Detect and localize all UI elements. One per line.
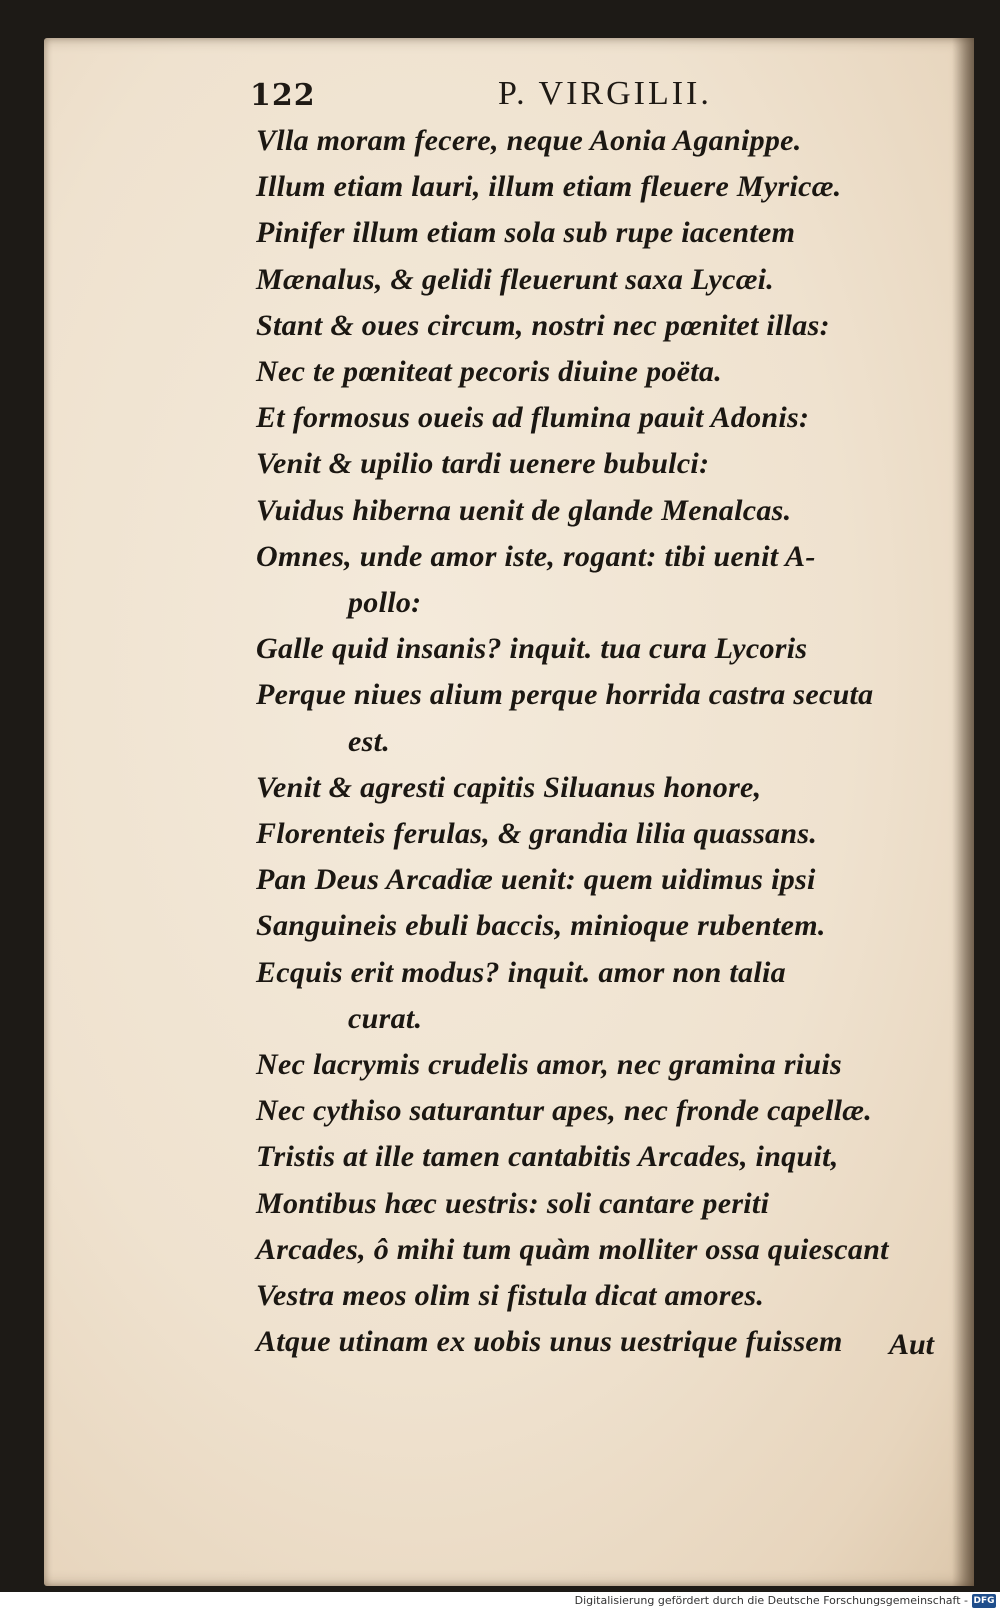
verse-line: Vlla moram fecere, neque Aonia Aganippe. bbox=[256, 124, 802, 157]
verse-line: Nec te pœniteat pecoris diuine poëta. bbox=[256, 355, 723, 389]
verse-line: Venit & agresti capitis Siluanus honore, bbox=[256, 770, 762, 804]
verse-line: Illum etiam lauri, illum etiam fleuere Myricæ. bbox=[256, 170, 842, 204]
verse-line: Atque utinam ex uobis unus uestrique fuissem bbox=[256, 1325, 843, 1359]
verse-line: Arcades, ô mihi tum quàm molliter ossa quiescant bbox=[256, 1232, 889, 1266]
verse-line: Vestra meos olim si fistula dicat amores. bbox=[256, 1279, 765, 1313]
verse-list bbox=[256, 118, 946, 1365]
verse-line: est. bbox=[348, 724, 391, 758]
verse-line: Omnes, unde amor iste, rogant: tibi uenit A- bbox=[256, 539, 816, 573]
verse-line: pollo: bbox=[348, 586, 422, 620]
verse-line: Sanguineis ebuli baccis, minioque rubentem. bbox=[256, 909, 826, 943]
verse-line: Venit & upilio tardi uenere bubulci: bbox=[256, 447, 710, 481]
verse-line: Et formosus oueis ad flumina pauit Adonis: bbox=[256, 401, 810, 435]
verse-line: Pinifer illum etiam sola sub rupe iacentem bbox=[256, 216, 796, 250]
verse-line: Florenteis ferulas, & grandia lilia quassans. bbox=[256, 817, 818, 851]
page-number: 122 bbox=[250, 78, 316, 113]
verse-line: Nec lacrymis crudelis amor, nec gramina riuis bbox=[256, 1048, 843, 1082]
catchword: Aut bbox=[888, 1328, 934, 1361]
gutter-shadow bbox=[952, 38, 974, 1586]
dfg-logo: DFG bbox=[973, 1596, 995, 1606]
verse-line: Mænalus, & gelidi fleuerunt saxa Lycæi. bbox=[256, 262, 775, 296]
footer-credit: Digitalisierung gefördert durch die Deutsche Forschungsgemeinschaft - bbox=[574, 1594, 968, 1607]
verse-line: Nec cythiso saturantur apes, nec fronde capellæ. bbox=[256, 1094, 873, 1128]
verse-line: Montibus hæc uestris: soli cantare periti bbox=[256, 1186, 770, 1220]
verse-line: Stant & oues circum, nostri nec pœnitet illas: bbox=[256, 308, 830, 342]
verse-line: curat. bbox=[348, 1001, 423, 1035]
verse-line: Pan Deus Arcadiæ uenit: quem uidimus ipsi bbox=[256, 863, 816, 897]
verse-line: Galle quid insanis? inquit. tua cura Lycoris bbox=[256, 632, 808, 666]
verse-line: Tristis at ille tamen cantabitis Arcades, inquit, bbox=[256, 1140, 839, 1174]
book-page bbox=[44, 38, 974, 1586]
verse-line: Ecquis erit modus? inquit. amor non talia bbox=[256, 955, 786, 989]
footer-bar bbox=[0, 1592, 1000, 1611]
verse-line: Perque niues alium perque horrida castra secuta bbox=[256, 678, 874, 712]
verse-line: Vuidus hiberna uenit de glande Menalcas. bbox=[256, 493, 792, 527]
running-head: P. VIRGILII. bbox=[498, 75, 712, 112]
